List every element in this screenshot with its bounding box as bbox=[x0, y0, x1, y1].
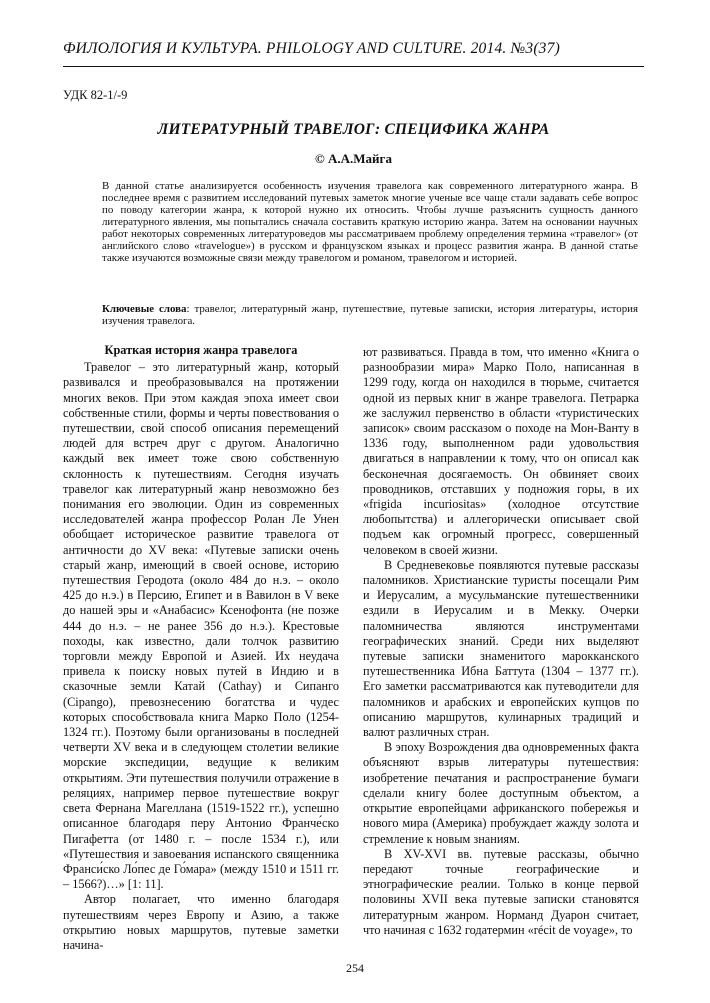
body-paragraph: Автор полагает, что именно благодаря путешествиям через Европу и Азию, а также открытию новых маршрутов, путевые заметки начина- bbox=[63, 892, 339, 952]
udk-code: УДК 82-1/-9 bbox=[63, 88, 128, 102]
body-paragraph: В Средневековье появляются путевые рассказы паломников. Христианские туристы посещали Рим и Иерусалим, а мусульманские путешественники ездили в Иерусалим и в Мекку. Очерки паломничества являются инструментами географических знаний. Среди них выделяют путевые записки знаменитого марокканского путешественника Ибна Баттута (1304 – 1377 гг.). Его заметки рассматриваются как путеводители для паломников и арабских и европейских купцов по описанию маршрутов, кулинарных традиций и валют различных стран. bbox=[363, 557, 639, 740]
running-head: ФИЛОЛОГИЯ И КУЛЬТУРА. PHILOLOGY AND CULTURE. 2014. №3(37) bbox=[63, 40, 560, 57]
keywords-text: : травелог, литературный жанр, путешествие, путевые записки, история литературы, история изучения травелога. bbox=[102, 303, 638, 328]
keywords-label: Ключевые слова bbox=[102, 303, 187, 315]
keywords bbox=[102, 303, 638, 327]
body-paragraph: В эпоху Возрождения два одновременных факта объясняют взрыв литературы путешествия: изобретение печатания и распространение бумаги сделали книгу более доступным объектом, а открытие европейцами африканского побережья и нового мира (Америка) пробуждает жажду золота и стремление к новым знаниям. bbox=[363, 740, 639, 846]
section-heading: Краткая история жанра травелога bbox=[104, 343, 298, 357]
header-rule bbox=[63, 66, 644, 67]
body-paragraph: Травелог – это литературный жанр, который развивался и преобразовывался на протяжении многих веков. При этом каждая эпоха имеет свои собственные стили, формы и черты повествования о путешествии, свой способ описания перемещений людей для встреч друг с другом. Аналогично каждый век имеет тоже свою собственную склонность к путешествиям. Сегодня изучать травелог как литературный жанр невозможно без понимания его эволюции. Один из современных исследователей жанра профессор Ролан Ле Унен обобщает историческое развитие травелога от античности до XV века: «Путевые записки очень старый жанр, имеющий в своей основе, историю путешествия Геродота (около 484 до н.э. – около 425 до н.э.) в Персию, Египет и в Вавилон в V веке до нашей эры и «Анабасис» Ксенофонта (не позже 444 до н.э. – не ранее 356 до н.э.). Крестовые походы, как известно, дали толчок развитию торговли между Европой и Азией. Их неудача привела к поиску новых путей в Индию и в сказочные земли Катай (Cathay) и Сипанго (Cipango), превознесению богатства и чудес которых способствовала книга Марко Поло (1254-1324 гг.). Поэтому были организованы в последней четверти XV века и в следующем столетии великие морские экспедиции, ведущие к великим открытиям. Эти путешествия получили отражение в реляциях, например первое путешествие вокруг света Фернана Магеллана (1519-1522 гг.), успешно описанное благодаря перу Антонио Франче́ско Пигафетта (от 1480 г. – после 1534 г.), или «Путешествия и завоевания испанского священника Франси́ско Ло́пес де Го́мара» (между 1510 и 1511 гг. – 1566?)…» [1: 11]. bbox=[63, 360, 339, 892]
right-column bbox=[363, 345, 639, 938]
article-title: ЛИТЕРАТУРНЫЙ ТРАВЕЛОГ: СПЕЦИФИКА ЖАНРА bbox=[157, 121, 550, 138]
page-number: 254 bbox=[346, 961, 364, 975]
abstract bbox=[102, 180, 638, 264]
body-paragraph: В XV-XVI вв. путевые рассказы, обычно передают точные географические и этнографические реалии. Только в конце первой половины XVII века путевые записки становятся литературным жанром. Норманд Дуарон считает, что начиная с 1632 годатермин «récit de voyage», то bbox=[363, 846, 639, 937]
abstract-text: В данной статье анализируется особенность изучения травелога как современного литературного жанра. В последнее время с развитием исследований путевых заметок многие ученые все чаще стали задавать себе вопрос по поводу категории жанра, к которой нужно их относить. Чтобы лучше разъяснить сущность данного литературного явления, мы попытались сначала составить краткую историю жанра. Затем на основании научных работ некоторых современных литературоведов мы рассматриваем проблему определения термина «травелог» (от английского слово «travelogue») в русском и французском языках и процесс развития жанра. В данной статье также изучаются возможные связи между травелогом и романом, травелогом и историей. bbox=[102, 180, 638, 265]
body-paragraph: ют развиваться. Правда в том, что именно «Книга о разнообразии мира» Марко Поло, написанная в 1299 году, когда он находился в тюрьме, считается одной из первых книг в жанре травелога. Петрарка же заслужил первенство в области «туристических записок» своим рассказом о походе на Мон-Ванту в 1336 году, выполненном ради удовольствия двигаться в направлении к тому, что он описал как бесконечная досягаемость. Он обвиняет своих проводников, отставших у подножия горы, в их «frigida incuriositas» (холодное отсутствие любопытства) и аллегорически описывает свой подъем как огромный прогресс, совершенный человеком в своей жизни. bbox=[363, 345, 639, 557]
article-author: © А.А.Майга bbox=[315, 151, 392, 166]
left-column bbox=[63, 343, 339, 953]
